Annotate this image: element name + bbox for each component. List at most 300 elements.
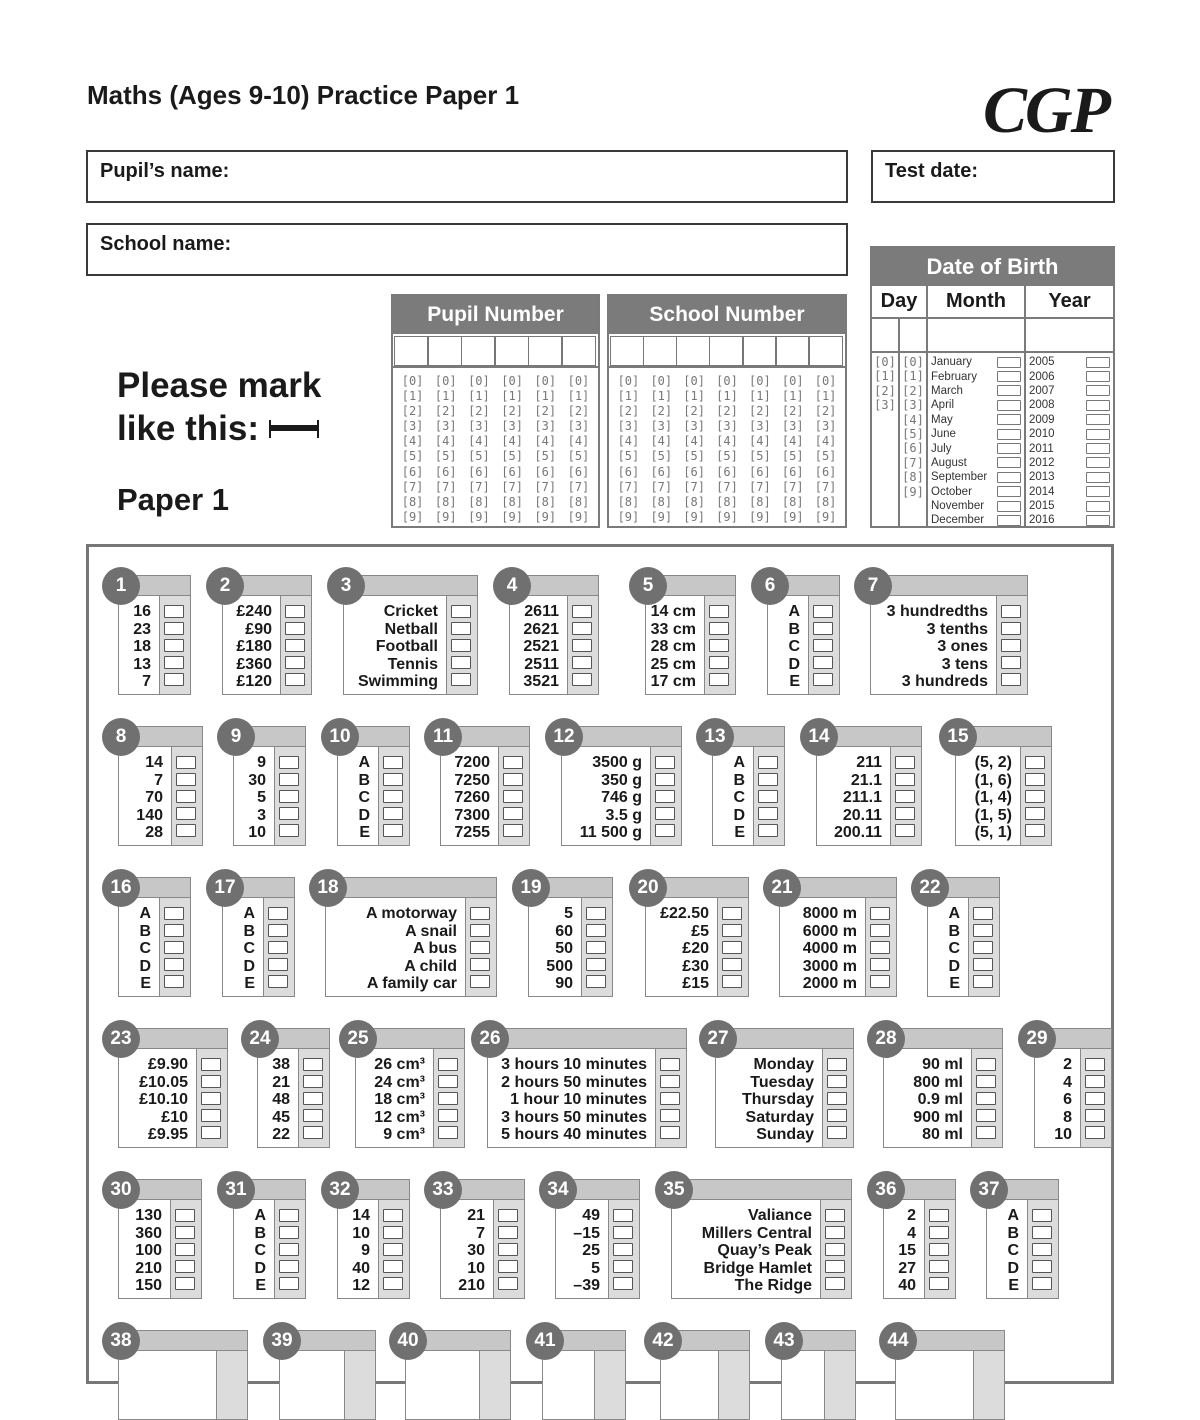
answer-checkbox[interactable]: [285, 622, 305, 635]
dob-year-row[interactable]: [1026, 513, 1113, 527]
answer-checkbox[interactable]: [438, 1058, 458, 1071]
digit-bubble[interactable]: [6]: [434, 464, 457, 479]
digit-bubble[interactable]: [3]: [434, 419, 457, 434]
school-name-field[interactable]: [86, 223, 848, 276]
dob-year-row[interactable]: [1026, 413, 1113, 427]
digit-bubble[interactable]: [3]: [501, 419, 523, 434]
answer-checkbox[interactable]: [1001, 656, 1021, 669]
dob-day-units-box[interactable]: [900, 319, 928, 351]
answer-checkbox[interactable]: [176, 824, 196, 837]
answer-checkbox[interactable]: [451, 639, 471, 652]
digit-bubble[interactable]: [8]: [401, 494, 424, 509]
pupil-number-write-box[interactable]: [561, 336, 596, 366]
digit-bubble[interactable]: [5]: [749, 449, 771, 464]
dob-month-row[interactable]: [928, 369, 1024, 383]
answer-checkbox[interactable]: [176, 790, 196, 803]
digit-bubble[interactable]: [3]: [567, 419, 590, 434]
digit-bubble[interactable]: [0]: [501, 374, 523, 388]
digit-bubble[interactable]: [0]: [749, 374, 771, 388]
answer-checkbox[interactable]: [164, 605, 184, 618]
answer-checkbox[interactable]: [722, 924, 742, 937]
dob-day-units-bubble[interactable]: [9]: [902, 484, 924, 499]
answer-checkbox[interactable]: [976, 1075, 996, 1088]
dob-day-units-bubble[interactable]: [6]: [902, 441, 924, 456]
answer-checkbox[interactable]: [164, 924, 184, 937]
answer-checkbox[interactable]: [164, 975, 184, 988]
answer-checkbox[interactable]: [758, 790, 778, 803]
digit-bubble[interactable]: [2]: [814, 404, 837, 419]
answer-checkbox[interactable]: [176, 756, 196, 769]
answer-checkbox[interactable]: [279, 756, 299, 769]
answer-checkbox[interactable]: [470, 975, 490, 988]
answer-checkbox[interactable]: [722, 941, 742, 954]
dob-month-box[interactable]: [997, 400, 1021, 411]
answer-checkbox[interactable]: [303, 1092, 323, 1105]
answer-checkbox[interactable]: [383, 1226, 403, 1239]
answer-checkbox[interactable]: [1025, 756, 1045, 769]
digit-bubble[interactable]: [5]: [617, 449, 640, 464]
answer-checkbox[interactable]: [268, 958, 288, 971]
answer-checkbox[interactable]: [929, 1260, 949, 1273]
digit-bubble[interactable]: [1]: [468, 389, 490, 404]
answer-checkbox[interactable]: [572, 656, 592, 669]
answer-checkbox[interactable]: [175, 1226, 195, 1239]
dob-day-units-options[interactable]: [900, 353, 928, 528]
digit-bubble[interactable]: [8]: [716, 494, 738, 509]
digit-bubble[interactable]: [0]: [683, 374, 705, 388]
school-number-write-box[interactable]: [775, 336, 810, 366]
digit-bubble[interactable]: [8]: [534, 494, 557, 509]
answer-checkbox[interactable]: [572, 622, 592, 635]
answer-checkbox[interactable]: [758, 773, 778, 786]
answer-checkbox[interactable]: [1085, 1092, 1105, 1105]
answer-checkbox[interactable]: [268, 941, 288, 954]
digit-bubble[interactable]: [5]: [567, 449, 590, 464]
answer-checkbox[interactable]: [285, 673, 305, 686]
digit-bubble[interactable]: [3]: [401, 419, 424, 434]
answer-checkbox[interactable]: [722, 958, 742, 971]
answer-checkbox[interactable]: [303, 1075, 323, 1088]
answer-checkbox[interactable]: [1001, 639, 1021, 652]
answer-checkbox[interactable]: [279, 1277, 299, 1290]
answer-checkbox[interactable]: [383, 1209, 403, 1222]
dob-month-box[interactable]: [997, 371, 1021, 382]
answer-checkbox[interactable]: [758, 807, 778, 820]
answer-checkbox[interactable]: [383, 790, 403, 803]
answer-checkbox[interactable]: [870, 941, 890, 954]
answer-checkbox[interactable]: [268, 924, 288, 937]
dob-month-row[interactable]: [928, 441, 1024, 455]
answer-checkbox[interactable]: [201, 1058, 221, 1071]
digit-bubble[interactable]: [2]: [716, 404, 738, 419]
answer-checkbox[interactable]: [279, 1209, 299, 1222]
answer-checkbox[interactable]: [613, 1209, 633, 1222]
digit-bubble[interactable]: [7]: [617, 479, 640, 494]
answer-checkbox[interactable]: [164, 907, 184, 920]
digit-bubble[interactable]: [0]: [781, 374, 804, 388]
dob-month-row[interactable]: [928, 427, 1024, 441]
pupil-number-write-box[interactable]: [461, 336, 496, 366]
answer-checkbox[interactable]: [1032, 1243, 1052, 1256]
pupil-number-write-boxes[interactable]: [393, 334, 598, 368]
answer-checkbox[interactable]: [268, 975, 288, 988]
answer-checkbox[interactable]: [709, 656, 729, 669]
digit-bubble[interactable]: [3]: [781, 419, 804, 434]
answer-checkbox[interactable]: [279, 824, 299, 837]
answer-checkbox[interactable]: [655, 824, 675, 837]
answer-checkbox[interactable]: [825, 1260, 845, 1273]
answer-checkbox[interactable]: [503, 790, 523, 803]
answer-checkbox[interactable]: [498, 1243, 518, 1256]
digit-bubble[interactable]: [1]: [683, 389, 705, 404]
digit-bubble[interactable]: [7]: [401, 479, 424, 494]
answer-checkbox[interactable]: [503, 773, 523, 786]
digit-bubble[interactable]: [6]: [650, 464, 673, 479]
dob-year-box[interactable]: [1086, 385, 1110, 396]
dob-year-box[interactable]: [1086, 414, 1110, 425]
digit-bubble[interactable]: [1]: [749, 389, 771, 404]
answer-checkbox[interactable]: [1025, 824, 1045, 837]
digit-bubble[interactable]: [4]: [401, 434, 424, 449]
answer-checkbox[interactable]: [503, 807, 523, 820]
digit-bubble[interactable]: [1]: [781, 389, 804, 404]
digit-bubble[interactable]: [7]: [534, 479, 557, 494]
dob-day-units-bubble[interactable]: [4]: [902, 412, 924, 427]
answer-checkbox[interactable]: [438, 1126, 458, 1139]
dob-year-row[interactable]: [1026, 499, 1113, 513]
answer-checkbox[interactable]: [722, 975, 742, 988]
digit-bubble[interactable]: [4]: [534, 434, 557, 449]
answer-checkbox[interactable]: [825, 1209, 845, 1222]
digit-bubble[interactable]: [5]: [716, 449, 738, 464]
digit-bubble[interactable]: [9]: [781, 509, 804, 524]
answer-checkbox[interactable]: [164, 656, 184, 669]
answer-checkbox[interactable]: [201, 1126, 221, 1139]
answer-checkbox[interactable]: [164, 639, 184, 652]
answer-checkbox[interactable]: [929, 1277, 949, 1290]
digit-bubble[interactable]: [1]: [814, 389, 837, 404]
answer-checkbox[interactable]: [870, 958, 890, 971]
answer-checkbox[interactable]: [973, 924, 993, 937]
digit-bubble[interactable]: [6]: [617, 464, 640, 479]
digit-bubble[interactable]: [0]: [650, 374, 673, 388]
digit-bubble[interactable]: [3]: [716, 419, 738, 434]
answer-checkbox[interactable]: [973, 958, 993, 971]
digit-bubble[interactable]: [0]: [814, 374, 837, 388]
digit-bubble[interactable]: [1]: [501, 389, 523, 404]
answer-checkbox[interactable]: [660, 1092, 680, 1105]
school-number-write-boxes[interactable]: [609, 334, 845, 368]
answer-checkbox[interactable]: [895, 773, 915, 786]
answer-checkbox[interactable]: [758, 824, 778, 837]
pupil-number-write-box[interactable]: [427, 336, 462, 366]
dob-year-row[interactable]: [1026, 470, 1113, 484]
answer-checkbox[interactable]: [175, 1243, 195, 1256]
digit-bubble[interactable]: [3]: [749, 419, 771, 434]
digit-bubble[interactable]: [4]: [468, 434, 490, 449]
digit-bubble[interactable]: [5]: [781, 449, 804, 464]
digit-bubble[interactable]: [8]: [434, 494, 457, 509]
answer-checkbox[interactable]: [1032, 1209, 1052, 1222]
digit-bubble[interactable]: [5]: [501, 449, 523, 464]
digit-bubble[interactable]: [4]: [501, 434, 523, 449]
digit-bubble[interactable]: [7]: [683, 479, 705, 494]
answer-checkbox[interactable]: [827, 1075, 847, 1088]
dob-day-tens-bubble[interactable]: [0]: [874, 355, 896, 369]
digit-bubble[interactable]: [6]: [683, 464, 705, 479]
digit-bubble[interactable]: [3]: [534, 419, 557, 434]
answer-checkbox[interactable]: [586, 941, 606, 954]
answer-checkbox[interactable]: [1032, 1226, 1052, 1239]
school-number-write-box[interactable]: [742, 336, 777, 366]
dob-year-box[interactable]: [1086, 443, 1110, 454]
answer-checkbox[interactable]: [176, 807, 196, 820]
digit-bubble[interactable]: [9]: [617, 509, 640, 524]
answer-checkbox[interactable]: [572, 605, 592, 618]
answer-checkbox[interactable]: [383, 773, 403, 786]
answer-checkbox[interactable]: [613, 1226, 633, 1239]
digit-bubble[interactable]: [8]: [814, 494, 837, 509]
answer-checkbox[interactable]: [613, 1243, 633, 1256]
answer-checkbox[interactable]: [164, 958, 184, 971]
answer-checkbox[interactable]: [175, 1277, 195, 1290]
dob-month-row[interactable]: [928, 355, 1024, 369]
answer-checkbox[interactable]: [201, 1109, 221, 1122]
answer-checkbox[interactable]: [383, 807, 403, 820]
dob-month-box[interactable]: [997, 443, 1021, 454]
dob-day-units-bubble[interactable]: [3]: [902, 398, 924, 413]
answer-checkbox[interactable]: [825, 1277, 845, 1290]
answer-checkbox[interactable]: [175, 1209, 195, 1222]
pupil-number-write-box[interactable]: [494, 336, 529, 366]
answer-checkbox[interactable]: [1025, 790, 1045, 803]
answer-checkbox[interactable]: [929, 1226, 949, 1239]
answer-checkbox[interactable]: [201, 1092, 221, 1105]
dob-year-row[interactable]: [1026, 398, 1113, 412]
digit-bubble[interactable]: [2]: [434, 404, 457, 419]
dob-month-row[interactable]: [928, 384, 1024, 398]
dob-month-row[interactable]: [928, 470, 1024, 484]
digit-bubble[interactable]: [6]: [716, 464, 738, 479]
dob-month-box[interactable]: [997, 515, 1021, 526]
answer-checkbox[interactable]: [976, 1109, 996, 1122]
digit-bubble[interactable]: [4]: [749, 434, 771, 449]
answer-checkbox[interactable]: [827, 1126, 847, 1139]
answer-checkbox[interactable]: [655, 807, 675, 820]
answer-checkbox[interactable]: [825, 1243, 845, 1256]
answer-checkbox[interactable]: [285, 639, 305, 652]
dob-month-row[interactable]: [928, 499, 1024, 513]
answer-checkbox[interactable]: [383, 1277, 403, 1290]
digit-bubble[interactable]: [2]: [401, 404, 424, 419]
answer-checkbox[interactable]: [498, 1277, 518, 1290]
digit-bubble[interactable]: [3]: [683, 419, 705, 434]
dob-month-box[interactable]: [997, 457, 1021, 468]
pupil-number-write-box[interactable]: [394, 336, 429, 366]
dob-day-units-bubble[interactable]: [1]: [902, 369, 924, 384]
answer-checkbox[interactable]: [164, 941, 184, 954]
dob-month-box[interactable]: [997, 472, 1021, 483]
digit-bubble[interactable]: [9]: [716, 509, 738, 524]
digit-bubble[interactable]: [4]: [567, 434, 590, 449]
answer-checkbox[interactable]: [758, 756, 778, 769]
answer-checkbox[interactable]: [813, 639, 833, 652]
dob-month-row[interactable]: [928, 513, 1024, 527]
answer-checkbox[interactable]: [813, 656, 833, 669]
pupil-number-digit-columns[interactable]: [393, 368, 598, 525]
dob-year-row[interactable]: [1026, 441, 1113, 455]
dob-month-box[interactable]: [928, 319, 1026, 351]
answer-checkbox[interactable]: [929, 1209, 949, 1222]
digit-bubble[interactable]: [9]: [683, 509, 705, 524]
answer-checkbox[interactable]: [613, 1260, 633, 1273]
answer-checkbox[interactable]: [895, 790, 915, 803]
digit-bubble[interactable]: [5]: [468, 449, 490, 464]
digit-bubble[interactable]: [5]: [401, 449, 424, 464]
answer-checkbox[interactable]: [586, 975, 606, 988]
answer-checkbox[interactable]: [660, 1075, 680, 1088]
dob-month-box[interactable]: [997, 414, 1021, 425]
digit-bubble[interactable]: [9]: [468, 509, 490, 524]
digit-bubble[interactable]: [2]: [781, 404, 804, 419]
digit-bubble[interactable]: [0]: [534, 374, 557, 388]
digit-bubble[interactable]: [6]: [501, 464, 523, 479]
digit-bubble[interactable]: [8]: [781, 494, 804, 509]
answer-checkbox[interactable]: [503, 756, 523, 769]
digit-bubble[interactable]: [7]: [814, 479, 837, 494]
digit-bubble[interactable]: [2]: [683, 404, 705, 419]
digit-bubble[interactable]: [6]: [567, 464, 590, 479]
digit-bubble[interactable]: [6]: [534, 464, 557, 479]
dob-month-row[interactable]: [928, 485, 1024, 499]
answer-checkbox[interactable]: [709, 673, 729, 686]
answer-checkbox[interactable]: [451, 673, 471, 686]
answer-checkbox[interactable]: [1085, 1075, 1105, 1088]
digit-bubble[interactable]: [7]: [781, 479, 804, 494]
answer-checkbox[interactable]: [813, 605, 833, 618]
answer-checkbox[interactable]: [870, 907, 890, 920]
digit-bubble[interactable]: [6]: [468, 464, 490, 479]
school-number-write-box[interactable]: [709, 336, 744, 366]
digit-bubble[interactable]: [4]: [781, 434, 804, 449]
dob-year-box[interactable]: [1086, 486, 1110, 497]
answer-checkbox[interactable]: [498, 1260, 518, 1273]
digit-bubble[interactable]: [2]: [534, 404, 557, 419]
pupil-number-write-box[interactable]: [528, 336, 563, 366]
digit-bubble[interactable]: [4]: [814, 434, 837, 449]
dob-year-row[interactable]: [1026, 456, 1113, 470]
dob-year-box[interactable]: [1086, 501, 1110, 512]
answer-checkbox[interactable]: [813, 673, 833, 686]
dob-day-tens-box[interactable]: [872, 319, 900, 351]
answer-checkbox[interactable]: [498, 1209, 518, 1222]
answer-checkbox[interactable]: [722, 907, 742, 920]
answer-checkbox[interactable]: [1032, 1260, 1052, 1273]
dob-day-units-bubble[interactable]: [5]: [902, 427, 924, 442]
answer-checkbox[interactable]: [285, 605, 305, 618]
digit-bubble[interactable]: [7]: [650, 479, 673, 494]
answer-checkbox[interactable]: [279, 807, 299, 820]
answer-checkbox[interactable]: [827, 1058, 847, 1071]
digit-bubble[interactable]: [6]: [401, 464, 424, 479]
digit-bubble[interactable]: [1]: [567, 389, 590, 404]
dob-year-box[interactable]: [1026, 319, 1113, 351]
digit-bubble[interactable]: [8]: [567, 494, 590, 509]
digit-bubble[interactable]: [3]: [814, 419, 837, 434]
digit-bubble[interactable]: [4]: [716, 434, 738, 449]
dob-day-units-bubble[interactable]: [8]: [902, 470, 924, 485]
answer-checkbox[interactable]: [279, 790, 299, 803]
digit-bubble[interactable]: [7]: [567, 479, 590, 494]
answer-checkbox[interactable]: [470, 941, 490, 954]
digit-bubble[interactable]: [9]: [650, 509, 673, 524]
answer-checkbox[interactable]: [1025, 807, 1045, 820]
school-number-digit-columns[interactable]: [609, 368, 845, 525]
answer-checkbox[interactable]: [268, 907, 288, 920]
answer-checkbox[interactable]: [973, 975, 993, 988]
dob-day-units-bubble[interactable]: [2]: [902, 383, 924, 398]
answer-checkbox[interactable]: [870, 975, 890, 988]
digit-bubble[interactable]: [0]: [617, 374, 640, 388]
answer-checkbox[interactable]: [279, 1226, 299, 1239]
digit-bubble[interactable]: [5]: [814, 449, 837, 464]
answer-checkbox[interactable]: [1025, 773, 1045, 786]
answer-checkbox[interactable]: [164, 673, 184, 686]
dob-month-box[interactable]: [997, 429, 1021, 440]
answer-checkbox[interactable]: [303, 1109, 323, 1122]
digit-bubble[interactable]: [9]: [814, 509, 837, 524]
dob-day-tens-bubble[interactable]: [2]: [874, 383, 896, 398]
digit-bubble[interactable]: [9]: [534, 509, 557, 524]
answer-checkbox[interactable]: [813, 622, 833, 635]
answer-checkbox[interactable]: [895, 756, 915, 769]
dob-month-row[interactable]: [928, 456, 1024, 470]
answer-checkbox[interactable]: [586, 958, 606, 971]
digit-bubble[interactable]: [6]: [781, 464, 804, 479]
answer-checkbox[interactable]: [572, 673, 592, 686]
dob-month-row[interactable]: [928, 413, 1024, 427]
digit-bubble[interactable]: [2]: [749, 404, 771, 419]
answer-checkbox[interactable]: [175, 1260, 195, 1273]
answer-checkbox[interactable]: [451, 605, 471, 618]
digit-bubble[interactable]: [4]: [617, 434, 640, 449]
answer-checkbox[interactable]: [586, 924, 606, 937]
answer-checkbox[interactable]: [709, 639, 729, 652]
digit-bubble[interactable]: [9]: [401, 509, 424, 524]
answer-checkbox[interactable]: [498, 1226, 518, 1239]
dob-year-box[interactable]: [1086, 400, 1110, 411]
dob-month-box[interactable]: [997, 385, 1021, 396]
answer-checkbox[interactable]: [470, 924, 490, 937]
dob-day-tens-options[interactable]: [872, 353, 900, 528]
dob-year-box[interactable]: [1086, 515, 1110, 526]
digit-bubble[interactable]: [0]: [434, 374, 457, 388]
digit-bubble[interactable]: [7]: [434, 479, 457, 494]
dob-year-box[interactable]: [1086, 457, 1110, 468]
answer-checkbox[interactable]: [470, 907, 490, 920]
digit-bubble[interactable]: [7]: [501, 479, 523, 494]
answer-checkbox[interactable]: [1001, 622, 1021, 635]
test-date-field[interactable]: [871, 150, 1115, 203]
dob-year-box[interactable]: [1086, 429, 1110, 440]
dob-year-row[interactable]: [1026, 369, 1113, 383]
school-number-write-box[interactable]: [808, 336, 843, 366]
digit-bubble[interactable]: [1]: [401, 389, 424, 404]
digit-bubble[interactable]: [0]: [716, 374, 738, 388]
dob-year-row[interactable]: [1026, 427, 1113, 441]
answer-checkbox[interactable]: [655, 756, 675, 769]
digit-bubble[interactable]: [8]: [683, 494, 705, 509]
